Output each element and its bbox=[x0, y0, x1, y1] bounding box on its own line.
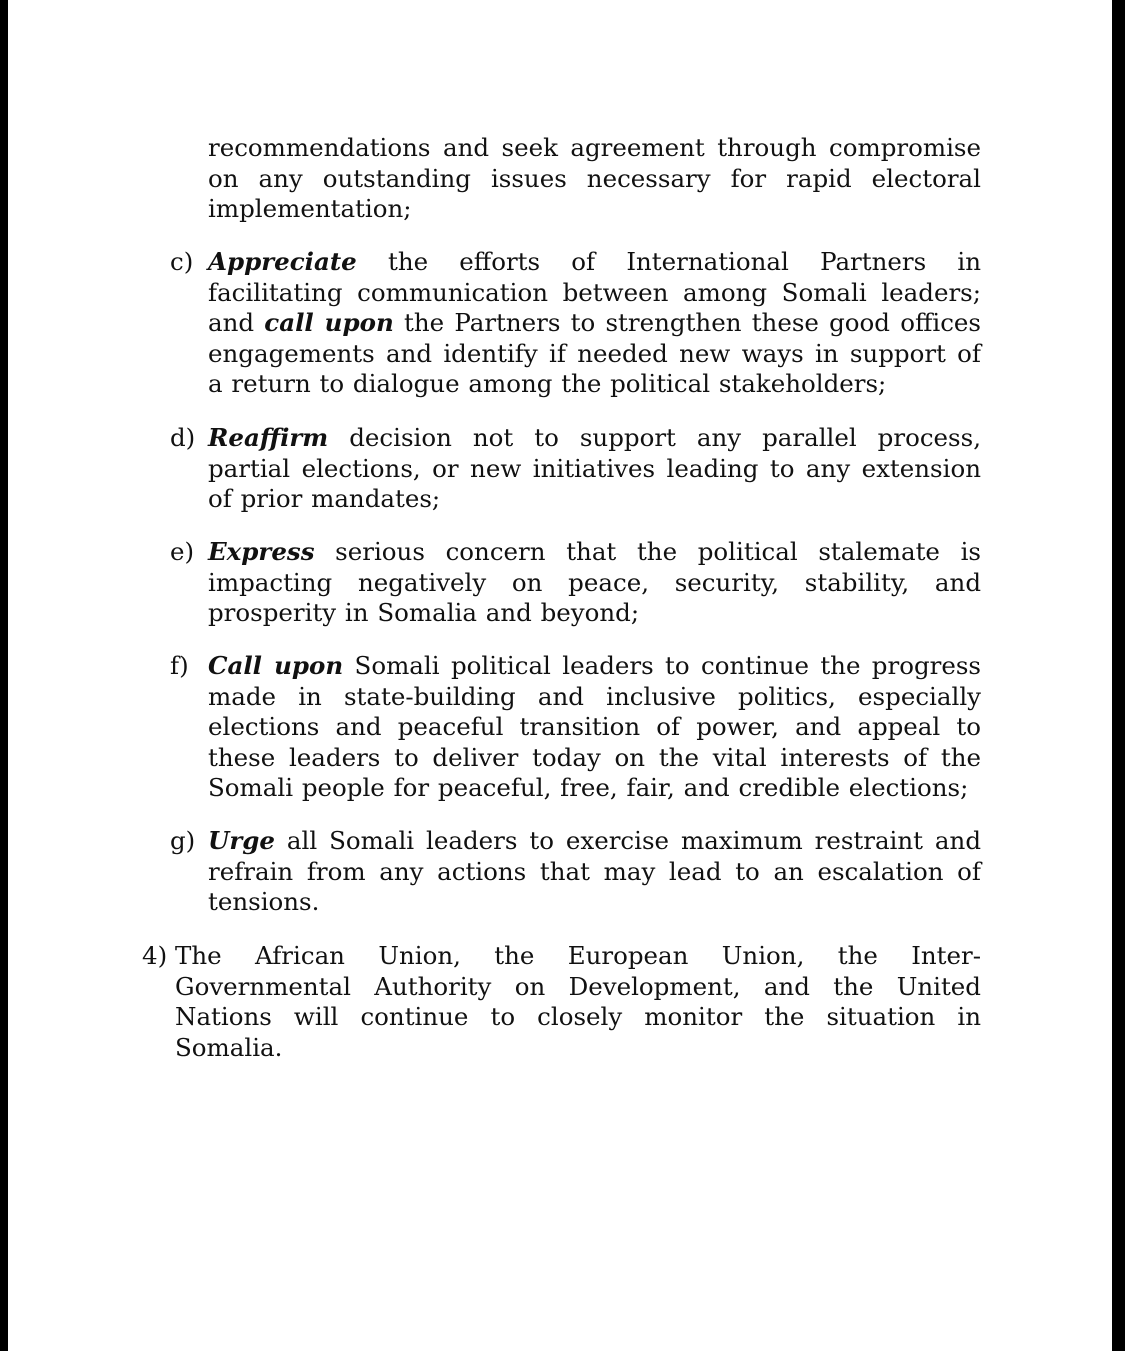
list-item-label: c) bbox=[170, 247, 194, 276]
list-item-f bbox=[170, 651, 981, 804]
keyword: Reaffirm bbox=[208, 423, 329, 452]
list-item-label: g) bbox=[170, 826, 196, 855]
keyword: Call upon bbox=[208, 651, 344, 680]
keyword: call upon bbox=[264, 308, 394, 338]
numbered-paragraph-4 bbox=[142, 941, 981, 1063]
item-text: the efforts of International Partners in facilitating communication between among Somali leaders; and bbox=[208, 247, 981, 338]
keyword: Express bbox=[208, 537, 315, 566]
item-text: serious concern that the political stalemate is impacting negatively on peace, security, stability, and prosperity in Somalia and beyond; bbox=[208, 537, 981, 628]
list-item-label: d) bbox=[170, 423, 196, 452]
keyword: Urge bbox=[208, 826, 275, 855]
list-item-e bbox=[170, 537, 981, 629]
keyword: Appreciate bbox=[208, 247, 357, 276]
item-text: all Somali leaders to exercise maximum restraint and refrain from any actions that may lead to an escalation of tensions. bbox=[208, 826, 981, 917]
item-text: decision not to support any parallel process, partial elections, or new initiatives leading to any extension of prior mandates; bbox=[208, 423, 981, 514]
numbered-text: The African Union, the European Union, the Inter-Governmental Authority on Development, and the United Nations will continue to closely monitor the situation in Somalia. bbox=[175, 941, 981, 1062]
item-text: the Partners to strengthen these good offices engagements and identify if needed new ways in support of a return to dialogue among the political stakeholders; bbox=[208, 308, 981, 399]
list-item-d bbox=[170, 423, 981, 515]
list-item-label: e) bbox=[170, 537, 195, 566]
list-item-label: f) bbox=[170, 651, 189, 680]
continuation-paragraph: recommendations and seek agreement through compromise on any outstanding issues necessary for rapid electoral implementation; bbox=[208, 133, 981, 224]
numbered-label: 4) bbox=[142, 941, 168, 970]
item-text: Somali political leaders to continue the progress made in state-building and inclusive politics, especially elections and peaceful transition of power, and appeal to these leaders to deliver today on the vital interests of the Somali people for peaceful, free, fair, and credible elections; bbox=[208, 651, 981, 803]
document-page bbox=[8, 0, 1112, 1351]
list-item-g bbox=[170, 826, 981, 918]
list-item-c bbox=[170, 247, 981, 400]
